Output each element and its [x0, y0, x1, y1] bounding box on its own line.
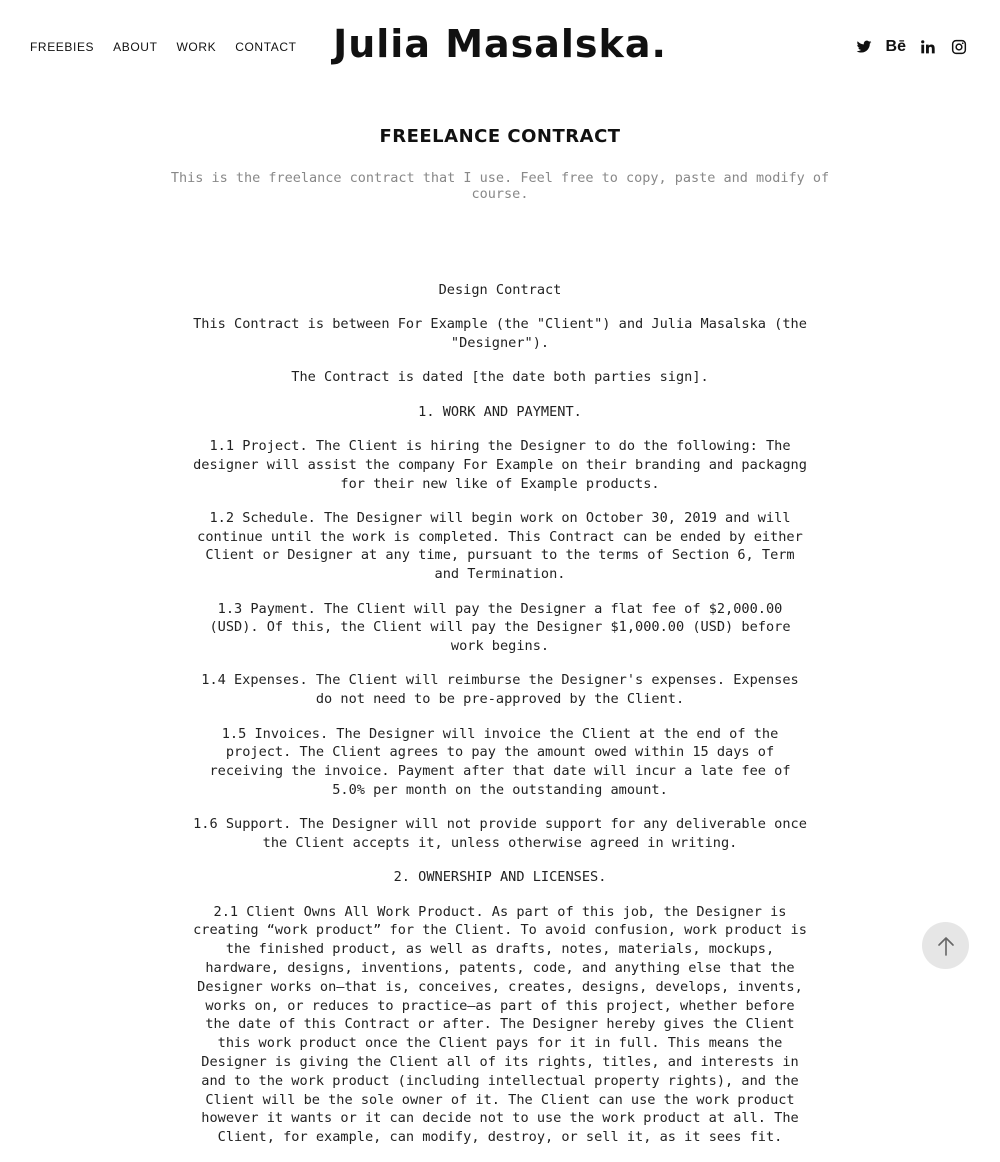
arrow-up-icon — [937, 936, 955, 956]
clause-1-1: 1.1 Project. The Client is hiring the Designer to do the following: The designer will assist the company For Example on their branding and packagng for their new like of Example products. — [193, 437, 807, 492]
contract-text — [190, 281, 810, 1162]
contract-parties: This Contract is between For Example (the "Client") and Julia Masalska (the "Designer"). — [193, 316, 807, 352]
site-logo[interactable]: Julia Masalska. — [333, 22, 667, 66]
contract-date: The Contract is dated [the date both parties sign]. — [291, 369, 709, 386]
linkedin-icon[interactable] — [919, 38, 937, 56]
nav-about[interactable]: ABOUT — [113, 40, 158, 54]
clause-2-1: 2.1 Client Owns All Work Product. As part of this job, the Designer is creating “work product” for the Client. To avoid confusion, work product is the finished product, as well as drafts, notes, materials, mockups, hardware, designs, inventions, patents, code, and anything else that the Designer works on—that is, conceives, creates, designs, develops, invents, works on, or reduces to practice—as part of this project, whether before the date of this Contract or after. The Designer hereby gives the Client this work product once the Client pays for it in full. This means the Designer is giving the Client all of its rights, titles, and interests in and to the work product (including intellectual property rights), and the Client will be the sole owner of it. The Client can use the work product however it wants or it can decide not to use the work product at all. The Client, for example, can modify, destroy, or sell it, as it sees fit. — [193, 903, 807, 1146]
section-heading-work-payment: 1. WORK AND PAYMENT. — [418, 403, 582, 420]
nav-freebies[interactable]: FREEBIES — [30, 40, 95, 54]
instagram-icon[interactable] — [950, 38, 968, 56]
clause-1-3: 1.3 Payment. The Client will pay the Designer a flat fee of $2,000.00 (USD). Of this, the Client will pay the Designer $1,000.00 (USD) before work begins. — [209, 600, 791, 655]
twitter-icon[interactable] — [855, 38, 873, 56]
page-title: FREELANCE CONTRACT — [379, 126, 621, 147]
site-header — [0, 0, 1000, 96]
nav-work[interactable]: WORK — [176, 40, 217, 54]
clause-1-2: 1.2 Schedule. The Designer will begin work on October 30, 2019 and will continue until the work is completed. This Contract can be ended by either Client or Designer at any time, pursuant to the terms of Section 6, Term and Termination. — [197, 509, 803, 583]
nav-contact[interactable]: CONTACT — [235, 40, 297, 54]
clause-1-5: 1.5 Invoices. The Designer will invoice the Client at the end of the project. The Client agrees to pay the amount owed within 15 days of receiving the invoice. Payment after that date will incur a late fee of 5.0% per month on the outstanding amount. — [209, 725, 791, 798]
page-intro: This is the freelance contract that I use. Feel free to copy, paste and modify of course. — [170, 170, 830, 202]
behance-icon[interactable]: Bē — [885, 38, 906, 55]
contract-heading: Design Contract — [438, 282, 562, 298]
social-links — [842, 38, 968, 56]
section-heading-ownership: 2. OWNERSHIP AND LICENSES. — [393, 869, 607, 886]
clause-1-4: 1.4 Expenses. The Client will reimburse the Designer's expenses. Expenses do not need to be pre-approved by the Client. — [201, 672, 799, 708]
clause-1-6: 1.6 Support. The Designer will not provide support for any deliverable once the Client accepts it, unless otherwise agreed in writing. — [193, 816, 807, 852]
scroll-to-top-button[interactable] — [922, 922, 969, 969]
